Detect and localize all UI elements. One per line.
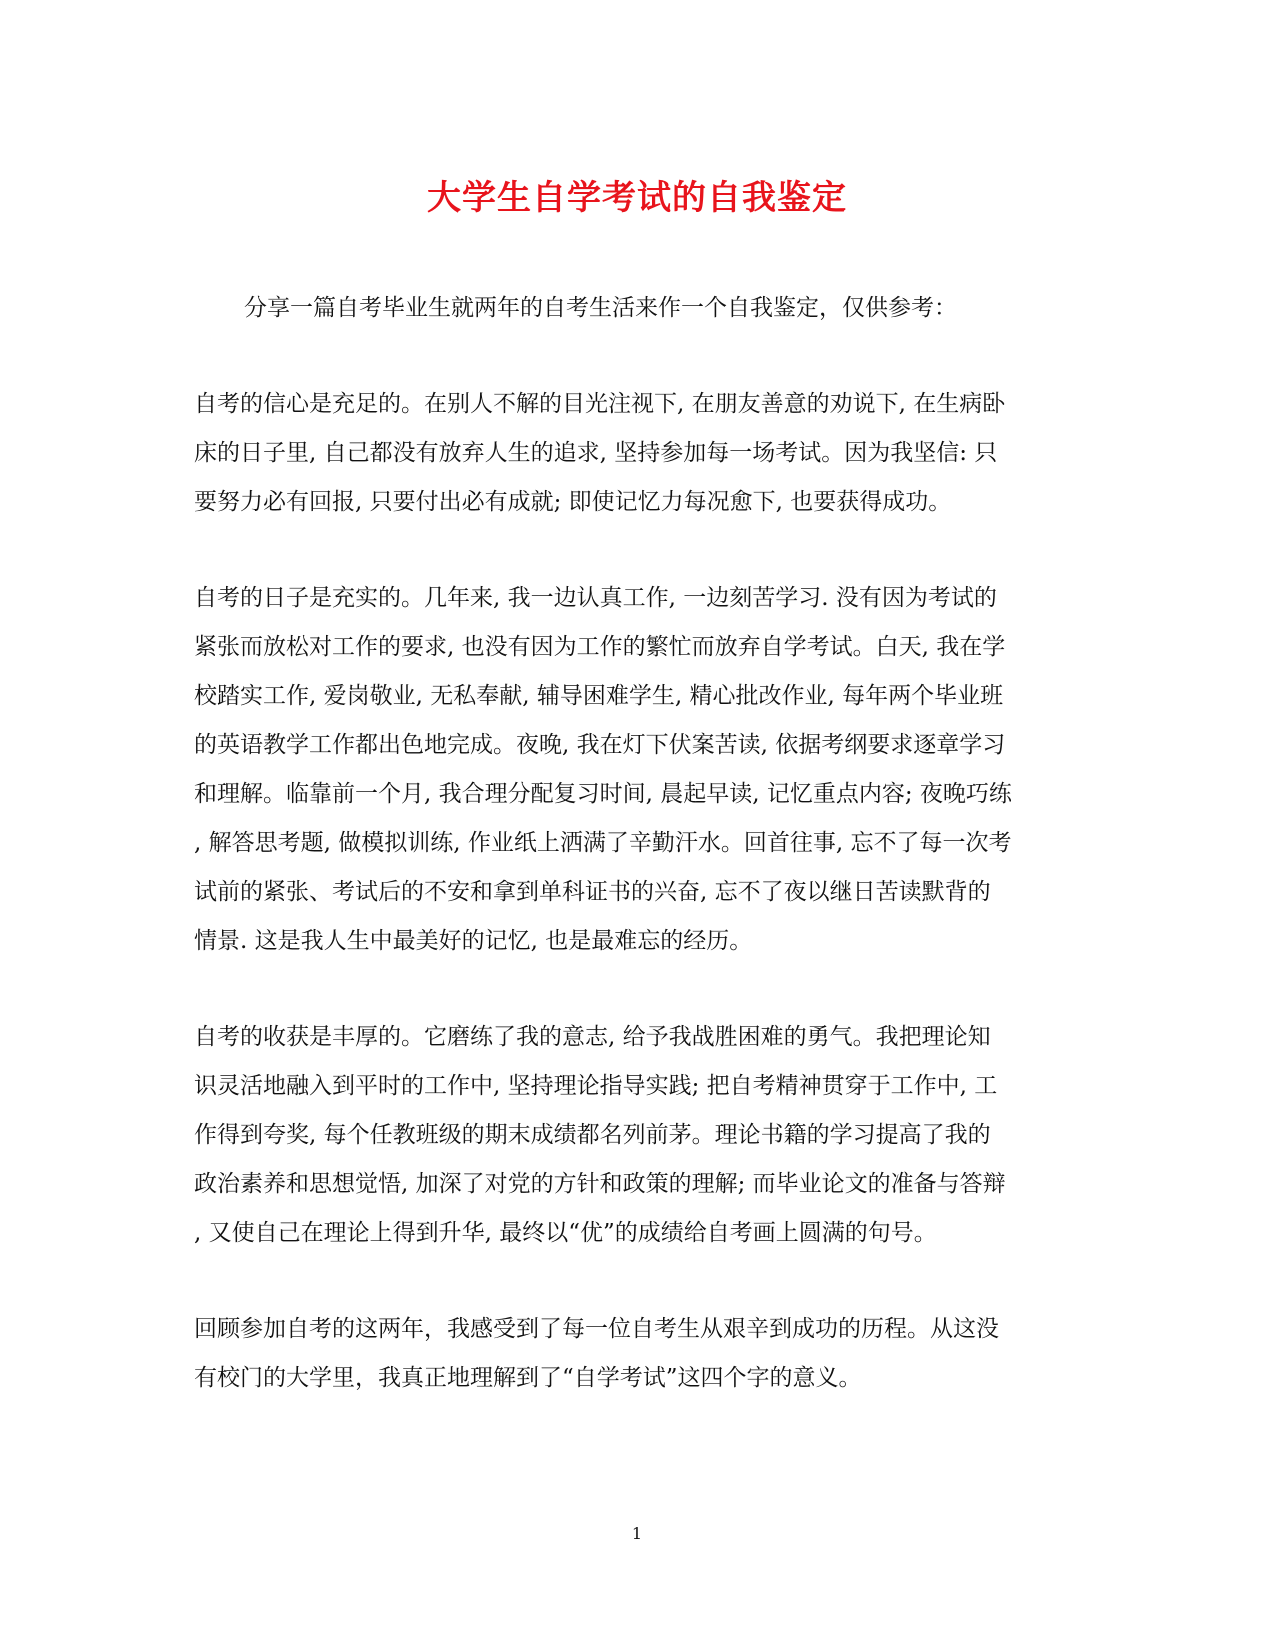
document-title: 大学生自学考试的自我鉴定 [427, 178, 847, 218]
paragraph-line: 有校门的大学里，我真正地理解到了“自学考试”这四个字的意义。 [194, 1365, 862, 1391]
paragraph-line: 作得到夸奖, 每个任教班级的期末成绩都名列前茅。理论书籍的学习提高了我的 [194, 1122, 991, 1148]
paragraph-reflection [194, 1305, 1074, 1403]
paragraph-line: 的英语教学工作都出色地完成。夜晚, 我在灯下伏案苦读, 依据考纲要求逐章学习 [194, 732, 1006, 758]
paragraph-line: 和理解。临靠前一个月, 我合理分配复习时间, 晨起早读, 记忆重点内容; 夜晚巧练 [194, 781, 1012, 807]
page-number: 1 [631, 1524, 643, 1543]
paragraph-line: 要努力必有回报, 只要付出必有成就; 即使记忆力每况愈下, 也要获得成功。 [194, 489, 952, 515]
paragraph-line: 识灵活地融入到平时的工作中, 坚持理论指导实践; 把自考精神贯穿于工作中, 工 [194, 1073, 998, 1099]
paragraph-line: 床的日子里, 自己都没有放弃人生的追求, 坚持参加每一场考试。因为我坚信: 只 [194, 440, 998, 466]
paragraph-harvest [194, 1013, 1074, 1258]
paragraph-line: , 解答思考题, 做模拟训练, 作业纸上洒满了辛勤汗水。回首往事, 忘不了每一次考 [194, 830, 1012, 856]
paragraph-confidence [194, 380, 1074, 527]
paragraph-line: 自考的信心是充足的。在别人不解的目光注视下, 在朋友善意的劝说下, 在生病卧 [194, 391, 1006, 417]
paragraph-line: 自考的日子是充实的。几年来, 我一边认真工作, 一边刻苦学习. 没有因为考试的 [194, 585, 997, 611]
paragraph-line: 校踏实工作, 爱岗敬业, 无私奉献, 辅导困难学生, 精心批改作业, 每年两个毕业班 [194, 683, 1004, 709]
paragraph-line: , 又使自己在理论上得到升华, 最终以“优”的成绩给自考画上圆满的句号。 [194, 1220, 937, 1246]
paragraph-line: 试前的紧张、考试后的不安和拿到单科证书的兴奋, 忘不了夜以继日苦读默背的 [194, 879, 991, 905]
paragraph-line: 回顾参加自考的这两年，我感受到了每一位自考生从艰辛到成功的历程。从这没 [194, 1316, 999, 1342]
paragraph-line: 政治素养和思想觉悟, 加深了对党的方针和政策的理解; 而毕业论文的准备与答辩 [194, 1171, 1006, 1197]
paragraph-line: 自考的收获是丰厚的。它磨练了我的意志, 给予我战胜困难的勇气。我把理论知 [194, 1024, 991, 1050]
paragraph-line: 紧张而放松对工作的要求, 也没有因为工作的繁忙而放弃自学考试。白天, 我在学 [194, 634, 1006, 660]
paragraph-line: 情景. 这是我人生中最美好的记忆, 也是最难忘的经历。 [194, 928, 753, 954]
intro-text: 分享一篇自考毕业生就两年的自考生活来作一个自我鉴定，仅供参考： [244, 295, 957, 321]
paragraph-fulfilling-days [194, 574, 1074, 966]
